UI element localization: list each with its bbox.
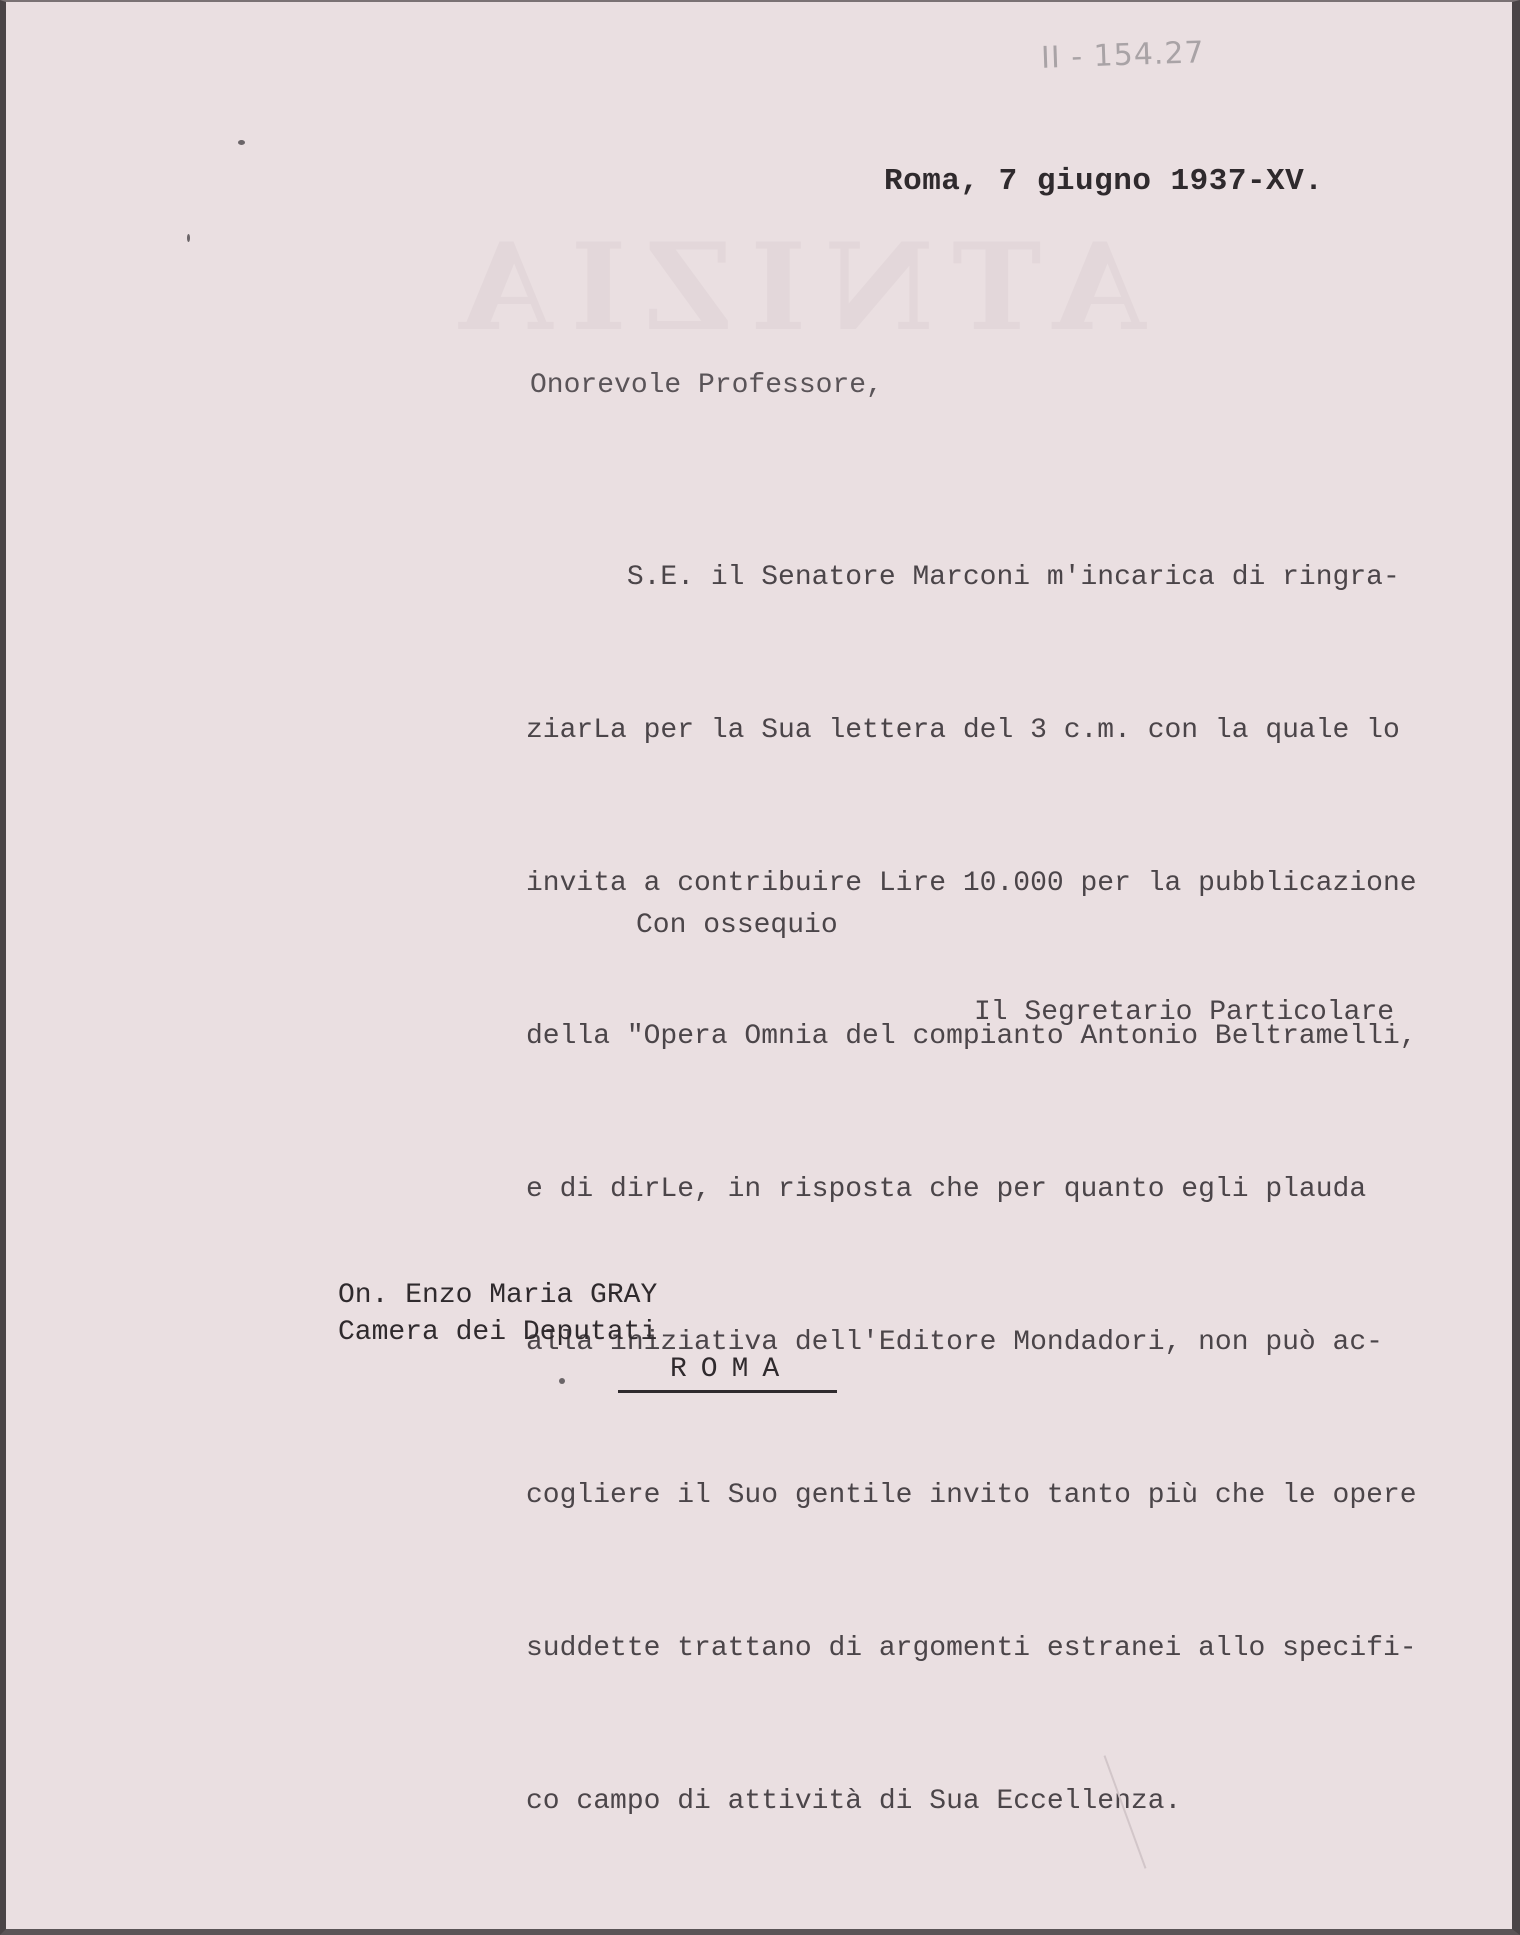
recipient-name: On. Enzo Maria GRAY [338, 1280, 658, 1311]
body-line: e di dirLe, in risposta che per quanto egli plauda [526, 1174, 1367, 1205]
show-through-letterhead: ATNIZIA [441, 217, 1146, 358]
paper-speck [238, 140, 245, 145]
recipient-address [338, 1277, 837, 1393]
body-line: della "Opera Omnia del compianto Antonio Beltramelli, [526, 1021, 1417, 1052]
letter-date: Roma, 7 giugno 1937-XV. [884, 164, 1324, 199]
recipient-city: ROMA [618, 1351, 837, 1393]
salutation: Onorevole Professore, [530, 370, 883, 401]
letter-body [526, 450, 1476, 1929]
paper-speck [559, 1378, 565, 1384]
body-line: suddette trattano di argomenti estranei allo specifi- [526, 1633, 1417, 1664]
body-line: S.E. il Senatore Marconi m'incarica di ringra- [526, 562, 1400, 593]
body-line: cogliere il Suo gentile invito tanto più che le opere [526, 1480, 1417, 1511]
closing: Con ossequio [636, 910, 838, 941]
paper-speck [187, 234, 190, 242]
recipient-institution: Camera dei Deputati [338, 1317, 658, 1348]
body-line: ziarLa per la Sua lettera del 3 c.m. con la quale lo [526, 715, 1400, 746]
body-line: alla iniziativa dell'Editore Mondadori, non può ac- [526, 1327, 1383, 1358]
archive-reference-note: II - 154.27 [1040, 35, 1206, 76]
signature-title: Il Segretario Particolare [974, 997, 1395, 1028]
body-line: co campo di attività di Sua Eccellenza. [526, 1786, 1182, 1817]
body-line: invita a contribuire Lire 10.000 per la pubblicazione [526, 868, 1417, 899]
